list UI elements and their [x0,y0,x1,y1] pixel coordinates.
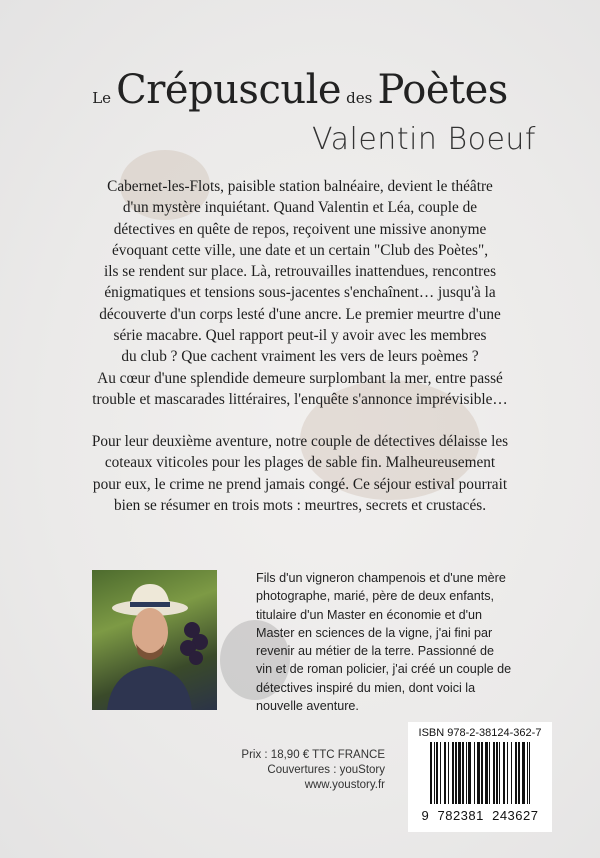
text-line: coteaux viticoles pour les plages de sable fin. Malheureusement [104,454,496,472]
title-poets: Poètes [377,67,508,113]
barcode-bar [466,742,467,804]
teaser [20,431,580,516]
barcode-bar [458,742,461,804]
author-name: Valentin Boeuf [311,122,536,157]
text-line: détectives en quête de repos, reçoivent une missive anonyme [113,220,487,238]
text-line: Cabernet-les-Flots, paisible station balnéaire, devient le théâtre [107,178,493,195]
text-line: Au cœur d'une splendide demeure surplombant la mer, entre passé [97,369,503,387]
barcode-bar [527,742,528,804]
text-line: trouble et mascarades littéraires, l'enquête s'annonce imprévisible… [92,390,508,408]
barcode-bar [481,742,483,804]
barcode-bar [489,742,490,804]
book-title [0,66,600,122]
isbn: ISBN 978-2-38124-362-7 [418,727,542,739]
text-line: série macabre. Quel rapport peut-il y avoir avec les membres [113,327,487,345]
barcode-bar [444,742,446,804]
text-line: bien se résumer en trois mots : meurtres, secrets et crustacés. [113,496,487,514]
text-line: vin et de roman policier, j'ai créé un couple de [256,662,512,677]
barcode-bar [511,742,512,804]
text-line: d'un mystère inquiétant. Quand Valentin et Léa, couple de [122,199,478,217]
barcode-bar [496,742,498,804]
barcode-bar [440,742,441,804]
text-line: photographe, marié, père de deux enfants, [256,589,495,604]
barcode-bar [448,742,449,804]
text-line: du club ? Que cachent vraiment les vers de leurs poèmes ? [121,348,479,366]
text-line: évoquant cette ville, une date et un certain "Club des Poètes", [111,241,489,259]
publisher-info [241,748,385,793]
barcode-bar [430,742,432,804]
barcode-bar [474,742,475,804]
title-main: Crépuscule [116,67,342,113]
text-line: Master en sciences de la vigne, j'ai fini par [256,625,493,640]
barcode-bar [529,742,530,804]
text-line: énigmatiques et tensions sous-jacentes s'enchaînent… jusqu'à la [104,284,496,302]
barcode-bar [515,742,517,804]
barcode-bar [462,742,464,804]
title-le: Le [92,89,112,107]
barcode-bar [507,742,508,804]
barcode-bar [468,742,471,804]
barcode-bar [485,742,488,804]
barcode-bar [493,742,495,804]
text-line: nouvelle aventure. [256,699,359,714]
text-line: détectives inspiré du mien, dont voici la [256,680,476,695]
barcode-bar [518,742,520,804]
barcode-bars [430,742,530,804]
barcode-bar [522,742,525,804]
barcode-bar [499,742,500,804]
text-line: ils se rendent sur place. Là, retrouvailles inattendues, rencontres [103,263,497,281]
barcode-bar [434,742,435,804]
barcode-bar [503,742,505,804]
barcode-bar [452,742,454,804]
author-bio [256,569,546,715]
text-line: titulaire d'un Master en économie et d'un [256,607,483,622]
cover-credit: Couvertures : youStory [267,764,385,776]
barcode-bar [436,742,438,804]
barcode-box [408,722,552,832]
title-des: des [346,89,373,107]
synopsis [20,176,580,410]
barcode-bar [477,742,480,804]
text-line: revenir au métier de la terre. Passionné de [256,644,495,659]
text-line: Fils d'un vigneron champenois et d'une mère [256,571,506,585]
author-photo [92,570,217,710]
barcode-bar [455,742,457,804]
barcode-digits: 9 782381 243627 [421,808,539,823]
website: www.youstory.fr [304,779,385,791]
price: Prix : 18,90 € TTC FRANCE [241,749,385,761]
text-line: Pour leur deuxième aventure, notre couple de détectives délaisse les [91,433,509,450]
text-line: pour eux, le crime ne prend jamais congé. Ce séjour estival pourrait [92,475,508,493]
text-line: découverte d'un corps lesté d'une ancre. Le premier meurtre d'une [99,305,501,323]
